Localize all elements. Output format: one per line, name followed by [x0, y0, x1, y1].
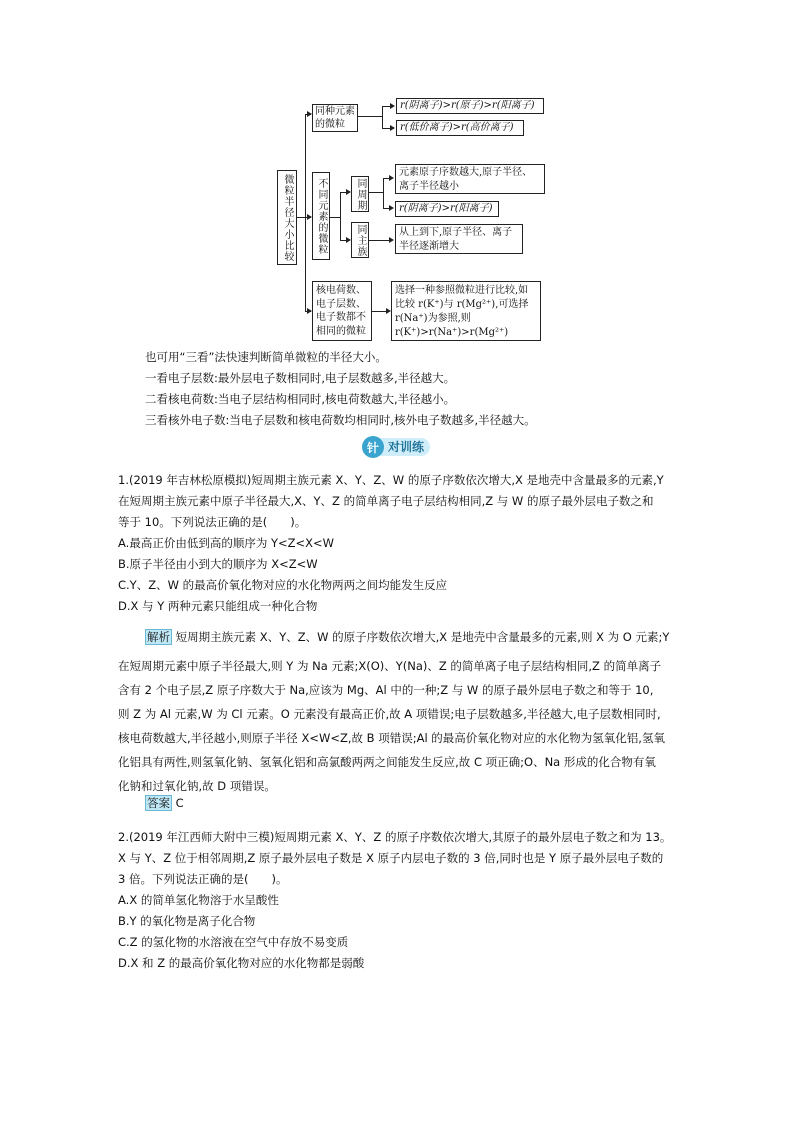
q2-option-a: A.X 的简单氢化物溶于水呈酸性: [118, 893, 279, 907]
intro-line: 二看核电荷数:当电子层结构相同时,核电荷数越大,半径越小。: [145, 392, 456, 406]
rule-same-1: r(阴离子)>r(原子)>r(阳离子): [396, 98, 544, 114]
arrow-icon: [389, 205, 394, 211]
connector: [297, 217, 305, 218]
q2-stem: 2.(2019 年江西师大附中三模)短周期元素 X、Y、Z 的原子序数依次增大,其原子的最外层电子数之和为 13。: [118, 830, 672, 844]
connector: [330, 217, 340, 218]
section-badge: [362, 436, 432, 458]
branch-diff-element: 不同元素的微粒: [312, 172, 330, 260]
connector: [340, 192, 341, 240]
rule-group: 从上到下,原子半径、离子半径逐渐增大: [395, 224, 523, 254]
q1-answer: C: [175, 796, 184, 810]
analysis-tag: 解析: [147, 630, 170, 644]
q1-stem: 在短周期主族元素中原子半径最大,X、Y、Z 的简单离子电子层结构相同,Z 与 W 的原子最外层电子数之和: [118, 494, 654, 508]
q1-option-b: B.原子半径由小到大的顺序为 X<Z<W: [118, 557, 318, 571]
connector: [369, 240, 389, 241]
rule-same-2: r(低价离子)>r(高价离子): [396, 120, 524, 136]
q1-option-d: D.X 与 Y 两种元素只能组成一种化合物: [118, 599, 318, 613]
q1-analysis-line: 核电荷数越大,半径越小,则原子半径 X<W<Z,故 B 项错误;Al 的最高价氧化物对应的水化物为氢氧化铝,氢氧: [118, 731, 665, 745]
connector: [358, 116, 382, 117]
connector: [369, 192, 383, 193]
q2-stem: X 与 Y、Z 位于相邻周期,Z 原子最外层电子数是 X 原子内层电子数的 3 倍,同时也是 Y 原子最外层电子数的: [118, 851, 664, 865]
arrow-icon: [390, 125, 395, 131]
branch-same-element: 同种元素的微粒: [312, 104, 358, 132]
group-label: 同主族: [351, 222, 369, 258]
arrow-icon: [389, 175, 394, 181]
diagram-root-box: 微粒半径大小比较: [277, 170, 297, 265]
q1-analysis-line: 含有 2 个电子层,Z 原子序数大于 Na,应该为 Mg、Al 中的一种;Z 与 W 的原子最外层电子数之和等于 10,: [118, 683, 654, 697]
section-badge-text: 对训练: [380, 438, 430, 456]
period-label: 同周期: [351, 176, 369, 212]
q1-stem: 1.(2019 年吉林松原模拟)短周期主族元素 X、Y、Z、W 的原子序数依次增大,X 是地壳中含量最多的元素,Y: [118, 473, 664, 487]
q1-analysis-line: 则 Z 为 Al 元素,W 为 Cl 元素。O 元素没有最高正价,故 A 项错误;电子层数越多,半径越大,电子层数相同时,: [118, 707, 661, 721]
rule-period-2: r(阴离子)>r(阳离子): [395, 201, 499, 217]
q1-analysis-line: 化铝具有两性,则氢氧化钠、氢氧化铝和高氯酸两两之间能发生反应,故 C 项正确;O、Na 形成的化合物有氧: [118, 755, 656, 769]
q1-stem: 等于 10。下列说法正确的是( )。: [118, 515, 307, 529]
intro-line: 一看电子层数:最外层电子数相同时,电子层数越多,半径越大。: [145, 371, 456, 385]
connector: [383, 178, 384, 208]
arrow-icon: [389, 237, 394, 243]
q1-analysis-line: 化钠和过氧化钠,故 D 项错误。: [118, 779, 276, 793]
arrow-icon: [390, 103, 395, 109]
connector: [372, 311, 386, 312]
intro-line: 也可用“三看”法快速判断简单微粒的半径大小。: [145, 350, 387, 364]
needle-icon: 针: [362, 436, 384, 458]
q1-analysis-text: 短周期主族元素 X、Y、Z、W 的原子序数依次增大,X 是地壳中含量最多的元素,则 X 为 O 元素;Y: [175, 630, 670, 644]
q1-option-a: A.最高正价由低到高的顺序为 Y<Z<X<W: [118, 536, 335, 550]
rule-period-1: 元素原子序数越大,原子半径、离子半径越小: [395, 164, 545, 194]
answer-tag: 答案: [147, 796, 170, 810]
q1-option-c: C.Y、Z、W 的最高价氧化物对应的水化物两两之间均能发生反应: [118, 578, 448, 592]
connector: [382, 106, 383, 128]
branch-other-particles: 核电荷数、电子层数、电子数都不相同的微粒: [312, 281, 372, 341]
q2-option-c: C.Z 的氢化物的水溶液在空气中存放不易变质: [118, 935, 349, 949]
rule-other: 选择一种参照微粒进行比较,如比较 r(K⁺)与 r(Mg²⁺),可选择 r(Na⁺)为参照,则 r(K⁺)>r(Na⁺)>r(Mg²⁺): [391, 281, 541, 341]
q1-analysis-line: [145, 627, 669, 647]
q1-analysis-line: 在短周期元素中原子半径最大,则 Y 为 Na 元素;X(O)、Y(Na)、Z 的简单离子电子层结构相同,Z 的简单离子: [118, 659, 662, 673]
connector: [305, 114, 306, 311]
q2-option-d: D.X 和 Z 的最高价氧化物对应的水化物都是弱酸: [118, 956, 365, 970]
q2-stem: 3 倍。下列说法正确的是( )。: [118, 872, 288, 886]
q1-answer-line: [145, 793, 184, 813]
intro-line: 三看核外电子数:当电子层数和核电荷数均相同时,核外电子数越多,半径越大。: [145, 413, 536, 427]
q2-option-b: B.Y 的氧化物是离子化合物: [118, 914, 256, 928]
